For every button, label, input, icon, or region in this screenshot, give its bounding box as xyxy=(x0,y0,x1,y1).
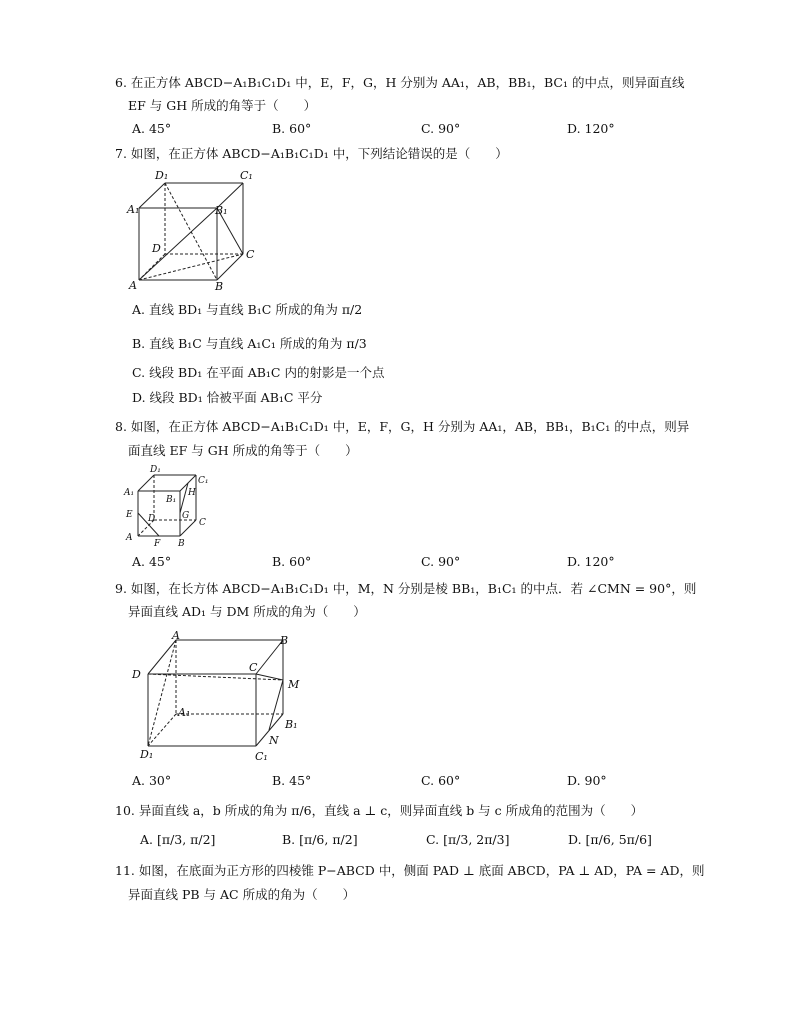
q8-label-h: H xyxy=(188,488,196,498)
q10-option-b[interactable]: B. [π/6, π/2] xyxy=(282,832,358,847)
q8-label-f: F xyxy=(154,539,161,549)
q8-label-b1: B₁ xyxy=(166,495,177,505)
q10-option-c[interactable]: C. [π/3, 2π/3] xyxy=(426,832,510,847)
q8-label-a1: A₁ xyxy=(124,488,135,498)
q7-label-b: B xyxy=(215,280,224,293)
q8-stem-line2: 面直线 EF 与 GH 所成的角等于（ ） xyxy=(128,443,358,458)
q9-label-m: M xyxy=(288,678,300,691)
q6-option-d[interactable]: D. 120° xyxy=(567,121,615,136)
q11-stem-line1: 11. 如图，在底面为正方形的四棱锥 P−ABCD 中，侧面 PAD ⊥ 底面 ABCD，PA ⊥ AD，PA = AD，则 xyxy=(115,863,705,878)
q7-option-b[interactable]: B. 直线 B₁C 与直线 A₁C₁ 所成的角为 π/3 xyxy=(132,336,367,351)
q7-label-a: A xyxy=(129,279,137,292)
q8-label-d1: D₁ xyxy=(150,465,161,475)
q6-stem-line1: 6. 在正方体 ABCD−A₁B₁C₁D₁ 中，E，F，G，H 分别为 AA₁，AB，BB₁，BC₁ 的中点，则异面直线 xyxy=(115,75,685,90)
q7-stem-line1: 7. 如图，在正方体 ABCD−A₁B₁C₁D₁ 中，下列结论错误的是（ ） xyxy=(115,146,508,161)
q7-cube-figure xyxy=(125,168,265,293)
q8-option-b[interactable]: B. 60° xyxy=(272,554,312,569)
q7-label-c1: C₁ xyxy=(240,169,253,182)
q8-label-c1: C₁ xyxy=(198,476,209,486)
q7-option-c[interactable]: C. 线段 BD₁ 在平面 AB₁C 内的射影是一个点 xyxy=(132,365,385,380)
q6-option-c[interactable]: C. 90° xyxy=(421,121,461,136)
q7-label-d: D xyxy=(152,242,161,255)
q9-option-c[interactable]: C. 60° xyxy=(421,773,461,788)
q9-label-d1: D₁ xyxy=(140,748,154,761)
q8-label-b: B xyxy=(178,539,185,549)
q9-label-d: D xyxy=(132,668,141,681)
q9-label-a1: A₁ xyxy=(178,706,191,719)
q9-label-a: A xyxy=(172,629,180,642)
q8-label-e: E xyxy=(126,510,133,520)
q9-option-b[interactable]: B. 45° xyxy=(272,773,312,788)
q9-option-a[interactable]: A. 30° xyxy=(132,773,172,788)
q7-label-c: C xyxy=(246,248,255,261)
q10-option-d[interactable]: D. [π/6, 5π/6] xyxy=(568,832,652,847)
q9-label-b: B xyxy=(280,634,289,647)
q8-label-d: D xyxy=(148,514,156,524)
q8-option-a[interactable]: A. 45° xyxy=(132,554,172,569)
q9-option-d[interactable]: D. 90° xyxy=(567,773,607,788)
q8-label-c: C xyxy=(199,518,206,528)
q6-option-b[interactable]: B. 60° xyxy=(272,121,312,136)
q6-stem-line2: EF 与 GH 所成的角等于（ ） xyxy=(128,98,317,113)
q10-stem: 10. 异面直线 a，b 所成的角为 π/6，直线 a ⊥ c，则异面直线 b 与 c 所成角的范围为（ ） xyxy=(115,803,644,818)
q8-label-a: A xyxy=(126,533,133,543)
q8-label-g: G xyxy=(182,511,190,521)
q7-label-b1: B₁ xyxy=(215,204,228,217)
q9-label-b1: B₁ xyxy=(285,718,298,731)
q9-label-c: C xyxy=(249,661,258,674)
q8-stem-line1: 8. 如图，在正方体 ABCD−A₁B₁C₁D₁ 中，E，F，G，H 分别为 AA₁，AB，BB₁，B₁C₁ 的中点，则异 xyxy=(115,419,690,434)
q9-label-n: N xyxy=(269,734,279,747)
q9-stem-line1: 9. 如图，在长方体 ABCD−A₁B₁C₁D₁ 中，M，N 分别是棱 BB₁，B₁C₁ 的中点．若 ∠CMN = 90°，则 xyxy=(115,581,697,596)
q8-option-d[interactable]: D. 120° xyxy=(567,554,615,569)
q9-label-c1: C₁ xyxy=(255,750,268,763)
q7-label-a1: A₁ xyxy=(127,203,140,216)
q7-option-d[interactable]: D. 线段 BD₁ 恰被平面 AB₁C 平分 xyxy=(132,390,323,405)
q7-option-a[interactable]: A. 直线 BD₁ 与直线 B₁C 所成的角为 π/2 xyxy=(132,302,363,317)
q9-stem-line2: 异面直线 AD₁ 与 DM 所成的角为（ ） xyxy=(128,604,366,619)
q8-cube-figure xyxy=(122,463,222,548)
q8-option-c[interactable]: C. 90° xyxy=(421,554,461,569)
q7-label-d1: D₁ xyxy=(155,169,169,182)
q10-option-a[interactable]: A. [π/3, π/2] xyxy=(140,832,216,847)
q9-cuboid-figure xyxy=(128,628,318,768)
q11-stem-line2: 异面直线 PB 与 AC 所成的角为（ ） xyxy=(128,887,356,902)
q6-option-a[interactable]: A. 45° xyxy=(132,121,172,136)
